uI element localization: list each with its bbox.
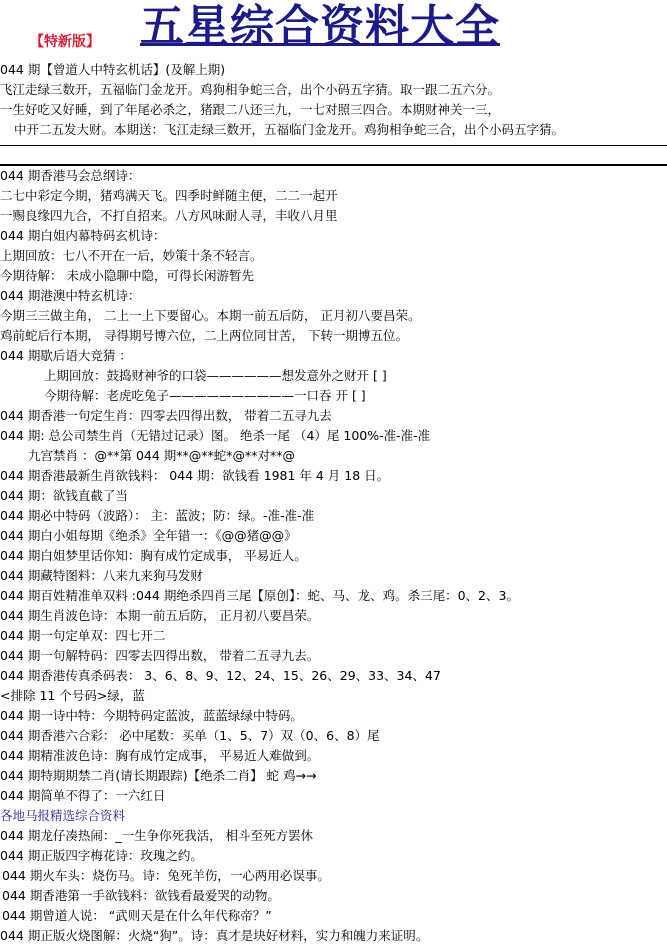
content-text-line: 鸡前蛇后行本期， 寻得期号博六位，二上两位同甘苦， 下转一期博五位。	[0, 328, 408, 343]
content-text-line: 今期待解：老虎吃兔子——————————一口吞 开 [ ]	[44, 388, 366, 403]
content-text-line: 044 期白姐内幕特码玄机诗：	[0, 228, 166, 243]
content-text-line: 044 期香港最新生肖欲钱料： 044 期：欲钱看 1981 年 4 月 18 日。	[0, 468, 390, 483]
divider-thin	[0, 145, 667, 146]
content-text-line: 044 期曾道人说： “武则天是在什么年代称帝？”	[2, 908, 272, 923]
top-section	[0, 60, 667, 140]
content-text-line: 044 期香港六合彩： 必中尾数：买单（1、5、7）双（0、6、8）尾	[0, 728, 380, 743]
content-text-line: 044 期简单不得了：一六红日	[0, 788, 166, 803]
content-text-line: <排除 11 个号码>绿，蓝	[0, 688, 145, 703]
content-text-line: 044 期特期期禁二肖(请长期跟踪)【绝杀二肖】 蛇 鸡→→	[0, 768, 317, 783]
content-text-line: 044 期香港马会总纲诗：	[0, 168, 141, 183]
content-text-line: 上期回放：七八不开在一后，妙策十条不轻言。	[0, 248, 263, 263]
intro-text-line: 044 期【曾道人中特玄机话】(及解上期)	[0, 62, 226, 77]
content-text-line: 044 期港澳中特玄机诗：	[0, 288, 141, 303]
content-text-line: 今期三三做主角， 二上一上下要留心。本期一前五后防， 正月初八要昌荣。	[0, 308, 421, 323]
content-text-line: 044 期正版火烧图解：火烧“狗”。诗：真才是块好材料，实力和魄力来证明。	[0, 928, 429, 943]
content-text-line: 044 期生肖波色诗：本期一前五后防， 正月初八要昌荣。	[0, 608, 320, 623]
content-text-line: 044 期一句解特码：四零去四得出数， 带着二五寻九去。	[0, 648, 320, 663]
intro-text-line: 一生好吃又好睡，到了年尾必杀之，猪跟二八还三九，一七对照三四合。本期财神关一三，	[0, 102, 501, 117]
content-text-line: 044 期歇后语大竞猜 ：	[0, 348, 132, 363]
content-text-line: 044 期龙仔凑热闹：_一生争你死我活， 相斗至死方罢休	[0, 828, 314, 843]
content-text-line: 044 期香港第一手欲钱料：欲钱看最爱哭的动物。	[2, 888, 280, 903]
special-edition-badge: 【特新版】	[30, 34, 100, 50]
content-text-line: 044 期藏特图料：八来九来狗马发财	[0, 568, 203, 583]
content-text-line: 各地马报精选综合资料	[0, 808, 126, 823]
content-text-line: 044 期白姐梦里话你知：胸有成竹定成事， 平易近人。	[0, 548, 307, 563]
page-title: 五星综合资料大全	[140, 1, 500, 52]
content-text-line: 九宫禁肖 ：@**第 044 期**@**蛇*@**对**@	[28, 448, 296, 463]
content-text-line: 044 期必中特码（波路）： 主：蓝波；防：绿。-准-准-准	[0, 508, 315, 523]
content-text-line: 上期回放：鼓捣财神爷的口袋——————想发意外之财开 [ ]	[44, 368, 387, 383]
intro-text-line: 飞江走绿三数开，五福临门金龙开。鸡狗相争蛇三合，出个小码五字猜。取一跟二五六分。	[0, 82, 501, 97]
content-text-line: 二七中彩定今期，猪鸡满天飞。四季时鲜随主便，二二一起开	[0, 188, 338, 203]
content-text-line: 044 期精准波色诗：胸有成竹定成事， 平易近人难做到。	[0, 748, 320, 763]
body-section	[0, 166, 667, 946]
content-text-line: 044 期香港一句定生肖：四零去四得出数， 带着二五寻九去	[0, 408, 332, 423]
content-text-line: 044 期白小姐每期《绝杀》全年错一：《@@猪@@》	[0, 528, 297, 543]
content-text-line: 044 期正版四字梅花诗：玫瑰之约。	[0, 848, 203, 863]
content-text-line: 044 期百姓精准单双料 :044 期绝杀四肖三尾【原创】：蛇、马、龙、鸡。杀三尾：0、2、3。	[0, 588, 519, 603]
content-text-line: 044 期一句定单双：四七开二	[0, 628, 166, 643]
content-text-line: 044 期火车头：烧伤马。诗：兔死羊伤，一心两用必误事。	[2, 868, 330, 883]
content-text-line: 044 期: 总公司禁生肖（无错过记录）图。 绝杀一尾 （4）尾 100%-准-准-准	[0, 428, 431, 443]
content-text-line: 044 期一诗中特：今期特码定蓝波，蓝蓝绿绿中特码。	[0, 708, 303, 723]
content-text-line: 044 期香港传真杀码表： 3、6、8、9、12、24、15、26、29、33、34、47	[0, 668, 441, 683]
content-text-line: 044 期：欲钱直截了当	[0, 488, 128, 503]
intro-text-line: 中开二五发大财。本期送：飞江走绿三数开，五福临门金龙开。鸡狗相争蛇三合，出个小码五字猜。	[14, 122, 565, 137]
content-text-line: 一赐良缘四九合，不打自招来。八方风味耐人寻，丰收八月里	[0, 208, 338, 223]
content-text-line: 今期待解： 未成小隐聊中隐，可得长闲游暂先	[0, 268, 254, 283]
